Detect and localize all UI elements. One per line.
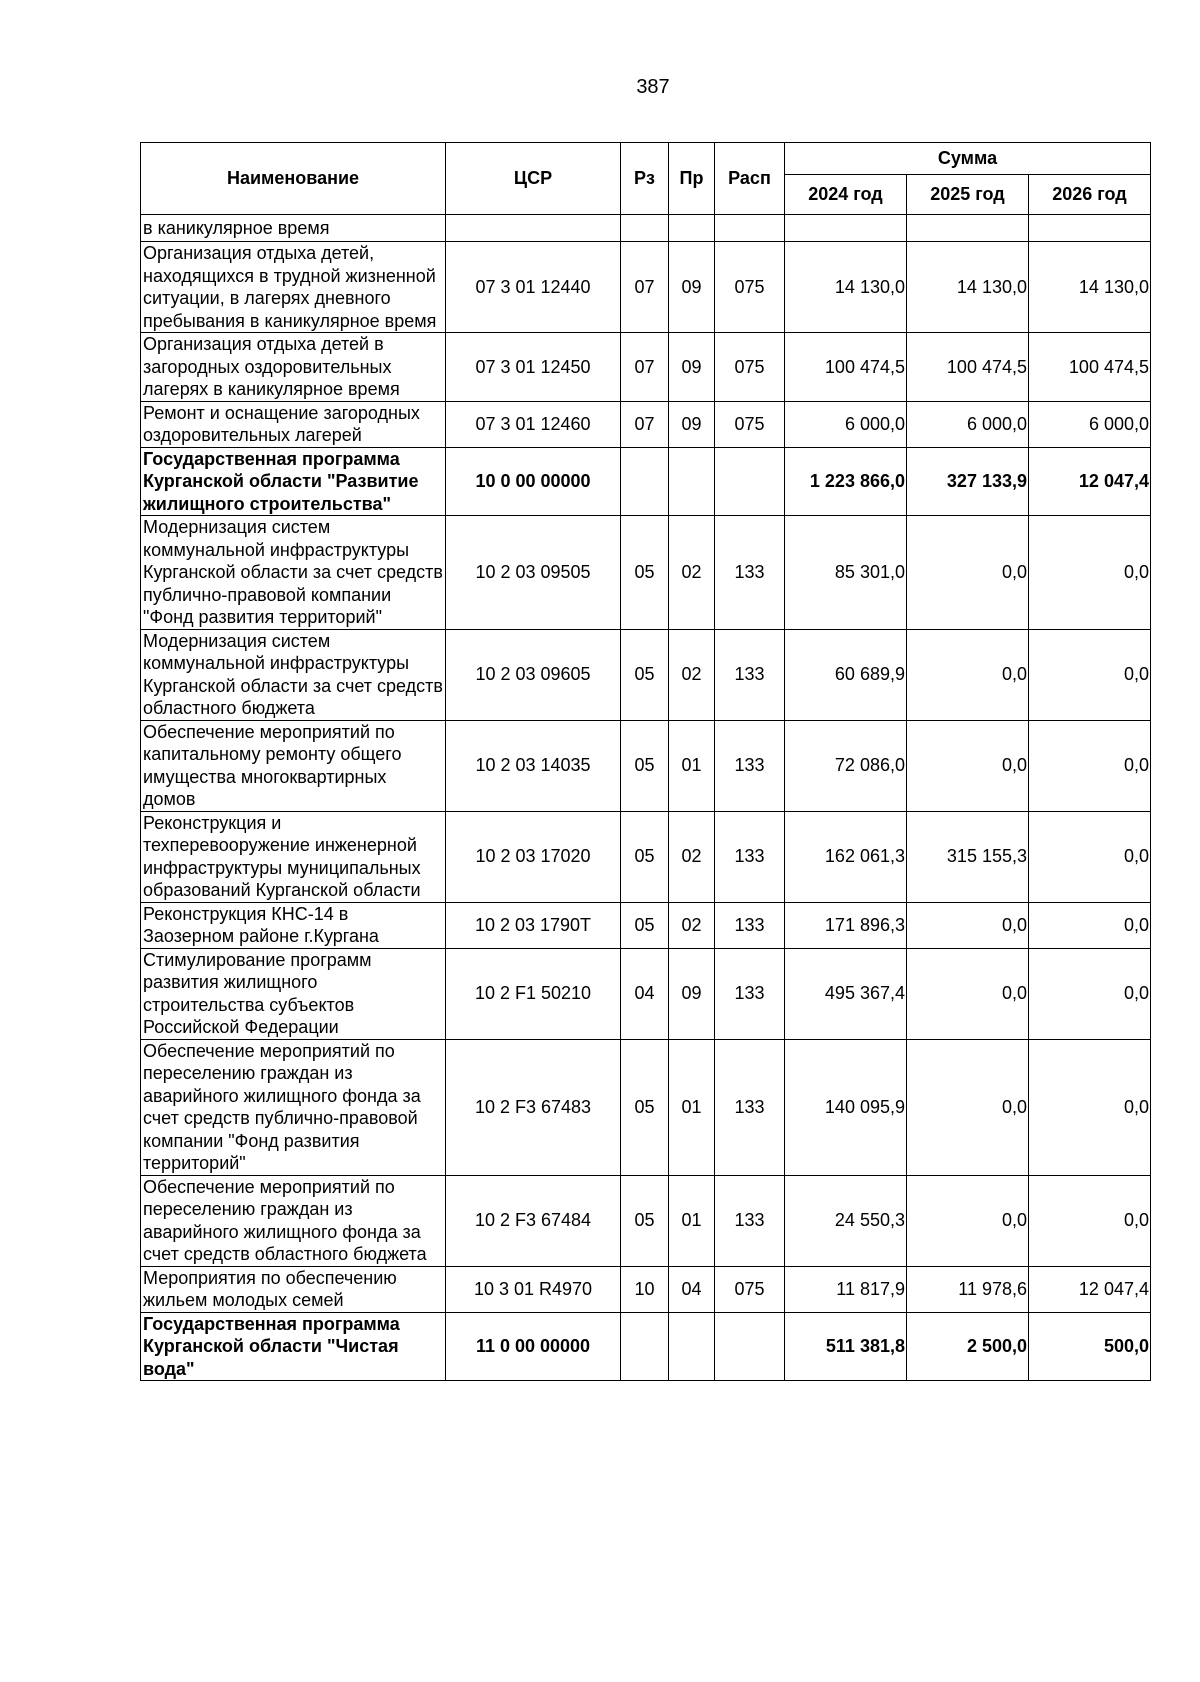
col-header-rasp: Расп xyxy=(715,143,785,215)
cell-name: Обеспечение мероприятий по капитальному ремонту общего имущества многоквартирных домов xyxy=(141,720,446,811)
col-header-name: Наименование xyxy=(141,143,446,215)
cell-rz xyxy=(621,447,669,516)
cell-pr: 01 xyxy=(669,1175,715,1266)
cell-name: Реконструкция и техперевооружение инженерной инфраструктуры муниципальных образований Курганской области xyxy=(141,811,446,902)
cell-name: Государственная программа Курганской области "Чистая вода" xyxy=(141,1312,446,1381)
cell-rz: 04 xyxy=(621,948,669,1039)
col-header-2025: 2025 год xyxy=(907,175,1029,215)
cell-2026: 14 130,0 xyxy=(1029,242,1151,333)
table-row xyxy=(141,242,1151,333)
cell-2024: 14 130,0 xyxy=(785,242,907,333)
table-row xyxy=(141,447,1151,516)
cell-rasp: 075 xyxy=(715,242,785,333)
cell-name: в каникулярное время xyxy=(141,215,446,242)
cell-2025: 327 133,9 xyxy=(907,447,1029,516)
cell-2024: 140 095,9 xyxy=(785,1039,907,1175)
cell-csr: 07 3 01 12460 xyxy=(446,401,621,447)
cell-2025: 6 000,0 xyxy=(907,401,1029,447)
cell-pr xyxy=(669,447,715,516)
cell-csr: 07 3 01 12450 xyxy=(446,333,621,402)
cell-2025: 0,0 xyxy=(907,1039,1029,1175)
page-number: 387 xyxy=(636,76,670,98)
cell-pr: 09 xyxy=(669,242,715,333)
col-header-pr: Пр xyxy=(669,143,715,215)
cell-2025: 0,0 xyxy=(907,1175,1029,1266)
cell-csr: 10 2 03 1790Т xyxy=(446,902,621,948)
cell-name: Стимулирование программ развития жилищного строительства субъектов Российской Федерации xyxy=(141,948,446,1039)
col-header-csr: ЦСР xyxy=(446,143,621,215)
cell-name: Обеспечение мероприятий по переселению граждан из аварийного жилищного фонда за счет средств областного бюджета xyxy=(141,1175,446,1266)
cell-rasp xyxy=(715,215,785,242)
cell-pr: 02 xyxy=(669,811,715,902)
cell-csr xyxy=(446,215,621,242)
table-row xyxy=(141,215,1151,242)
cell-2025: 0,0 xyxy=(907,720,1029,811)
cell-pr: 02 xyxy=(669,516,715,630)
cell-2026: 0,0 xyxy=(1029,811,1151,902)
cell-rasp: 133 xyxy=(715,629,785,720)
cell-rasp: 133 xyxy=(715,720,785,811)
cell-2025: 14 130,0 xyxy=(907,242,1029,333)
table-row xyxy=(141,720,1151,811)
cell-2025: 0,0 xyxy=(907,629,1029,720)
cell-2026: 0,0 xyxy=(1029,629,1151,720)
cell-2025: 315 155,3 xyxy=(907,811,1029,902)
cell-2026: 0,0 xyxy=(1029,720,1151,811)
cell-pr: 02 xyxy=(669,902,715,948)
budget-table xyxy=(140,142,1151,1381)
cell-2024: 24 550,3 xyxy=(785,1175,907,1266)
cell-2026: 12 047,4 xyxy=(1029,447,1151,516)
cell-2024: 495 367,4 xyxy=(785,948,907,1039)
cell-2026: 100 474,5 xyxy=(1029,333,1151,402)
table-row xyxy=(141,811,1151,902)
cell-2026: 0,0 xyxy=(1029,1175,1151,1266)
cell-rz: 05 xyxy=(621,629,669,720)
cell-2025: 11 978,6 xyxy=(907,1266,1029,1312)
cell-csr: 07 3 01 12440 xyxy=(446,242,621,333)
cell-name: Мероприятия по обеспечению жильем молодых семей xyxy=(141,1266,446,1312)
cell-rz: 07 xyxy=(621,333,669,402)
col-header-sum: Сумма xyxy=(785,143,1151,175)
cell-name: Организация отдыха детей, находящихся в трудной жизненной ситуации, в лагерях дневного пребывания в каникулярное время xyxy=(141,242,446,333)
cell-rasp: 133 xyxy=(715,902,785,948)
cell-rz: 05 xyxy=(621,720,669,811)
table-row xyxy=(141,902,1151,948)
cell-2024: 11 817,9 xyxy=(785,1266,907,1312)
cell-2024: 6 000,0 xyxy=(785,401,907,447)
cell-csr: 10 2 03 09505 xyxy=(446,516,621,630)
table-body xyxy=(141,215,1151,1381)
cell-rz: 05 xyxy=(621,516,669,630)
cell-csr: 10 2 F1 50210 xyxy=(446,948,621,1039)
cell-pr: 01 xyxy=(669,720,715,811)
cell-rz: 05 xyxy=(621,1039,669,1175)
col-header-2026: 2026 год xyxy=(1029,175,1151,215)
cell-name: Реконструкция КНС-14 в Заозерном районе г.Кургана xyxy=(141,902,446,948)
cell-2026: 0,0 xyxy=(1029,948,1151,1039)
cell-rasp xyxy=(715,447,785,516)
cell-pr xyxy=(669,1312,715,1381)
cell-2025: 0,0 xyxy=(907,516,1029,630)
cell-rasp: 075 xyxy=(715,1266,785,1312)
cell-rz xyxy=(621,215,669,242)
cell-rz: 07 xyxy=(621,401,669,447)
cell-2026: 0,0 xyxy=(1029,516,1151,630)
cell-rasp: 133 xyxy=(715,516,785,630)
cell-rz: 05 xyxy=(621,902,669,948)
cell-2026: 12 047,4 xyxy=(1029,1266,1151,1312)
cell-2026: 0,0 xyxy=(1029,902,1151,948)
cell-pr: 09 xyxy=(669,401,715,447)
cell-2026: 500,0 xyxy=(1029,1312,1151,1381)
cell-name: Обеспечение мероприятий по переселению граждан из аварийного жилищного фонда за счет средств публично-правовой компании "Фонд развития территорий" xyxy=(141,1039,446,1175)
cell-2024: 85 301,0 xyxy=(785,516,907,630)
cell-rasp: 133 xyxy=(715,948,785,1039)
cell-2026: 6 000,0 xyxy=(1029,401,1151,447)
cell-csr: 10 0 00 00000 xyxy=(446,447,621,516)
cell-pr: 02 xyxy=(669,629,715,720)
cell-name: Ремонт и оснащение загородных оздоровительных лагерей xyxy=(141,401,446,447)
cell-pr xyxy=(669,215,715,242)
cell-pr: 04 xyxy=(669,1266,715,1312)
cell-2025 xyxy=(907,215,1029,242)
table-row xyxy=(141,401,1151,447)
cell-rasp: 075 xyxy=(715,333,785,402)
cell-rasp: 075 xyxy=(715,401,785,447)
cell-rz: 07 xyxy=(621,242,669,333)
cell-csr: 10 3 01 R4970 xyxy=(446,1266,621,1312)
cell-name: Организация отдыха детей в загородных оздоровительных лагерях в каникулярное время xyxy=(141,333,446,402)
cell-rz xyxy=(621,1312,669,1381)
cell-2024: 162 061,3 xyxy=(785,811,907,902)
col-header-2024: 2024 год xyxy=(785,175,907,215)
cell-csr: 10 2 F3 67484 xyxy=(446,1175,621,1266)
cell-2024: 100 474,5 xyxy=(785,333,907,402)
cell-name: Модернизация систем коммунальной инфраструктуры Курганской области за счет средств публично-правовой компании "Фонд развития территорий" xyxy=(141,516,446,630)
cell-rasp: 133 xyxy=(715,1175,785,1266)
cell-pr: 09 xyxy=(669,948,715,1039)
table-row xyxy=(141,1175,1151,1266)
cell-2025: 0,0 xyxy=(907,948,1029,1039)
cell-rasp: 133 xyxy=(715,811,785,902)
table-row xyxy=(141,1266,1151,1312)
col-header-rz: Рз xyxy=(621,143,669,215)
cell-pr: 09 xyxy=(669,333,715,402)
cell-2024: 1 223 866,0 xyxy=(785,447,907,516)
cell-2024: 511 381,8 xyxy=(785,1312,907,1381)
cell-2024 xyxy=(785,215,907,242)
cell-csr: 10 2 03 14035 xyxy=(446,720,621,811)
cell-rasp: 133 xyxy=(715,1039,785,1175)
cell-rz: 05 xyxy=(621,1175,669,1266)
cell-2024: 171 896,3 xyxy=(785,902,907,948)
table-row xyxy=(141,1039,1151,1175)
cell-2025: 2 500,0 xyxy=(907,1312,1029,1381)
table-row xyxy=(141,629,1151,720)
table-row xyxy=(141,1312,1151,1381)
cell-rz: 05 xyxy=(621,811,669,902)
cell-2025: 0,0 xyxy=(907,902,1029,948)
cell-csr: 10 2 03 09605 xyxy=(446,629,621,720)
cell-name: Государственная программа Курганской области "Развитие жилищного строительства" xyxy=(141,447,446,516)
cell-rasp xyxy=(715,1312,785,1381)
table-row xyxy=(141,516,1151,630)
cell-2025: 100 474,5 xyxy=(907,333,1029,402)
cell-2024: 60 689,9 xyxy=(785,629,907,720)
cell-csr: 10 2 F3 67483 xyxy=(446,1039,621,1175)
cell-2024: 72 086,0 xyxy=(785,720,907,811)
cell-csr: 10 2 03 17020 xyxy=(446,811,621,902)
cell-pr: 01 xyxy=(669,1039,715,1175)
cell-2026: 0,0 xyxy=(1029,1039,1151,1175)
table-row xyxy=(141,333,1151,402)
cell-rz: 10 xyxy=(621,1266,669,1312)
cell-csr: 11 0 00 00000 xyxy=(446,1312,621,1381)
table-row xyxy=(141,948,1151,1039)
cell-2026 xyxy=(1029,215,1151,242)
cell-name: Модернизация систем коммунальной инфраструктуры Курганской области за счет средств областного бюджета xyxy=(141,629,446,720)
